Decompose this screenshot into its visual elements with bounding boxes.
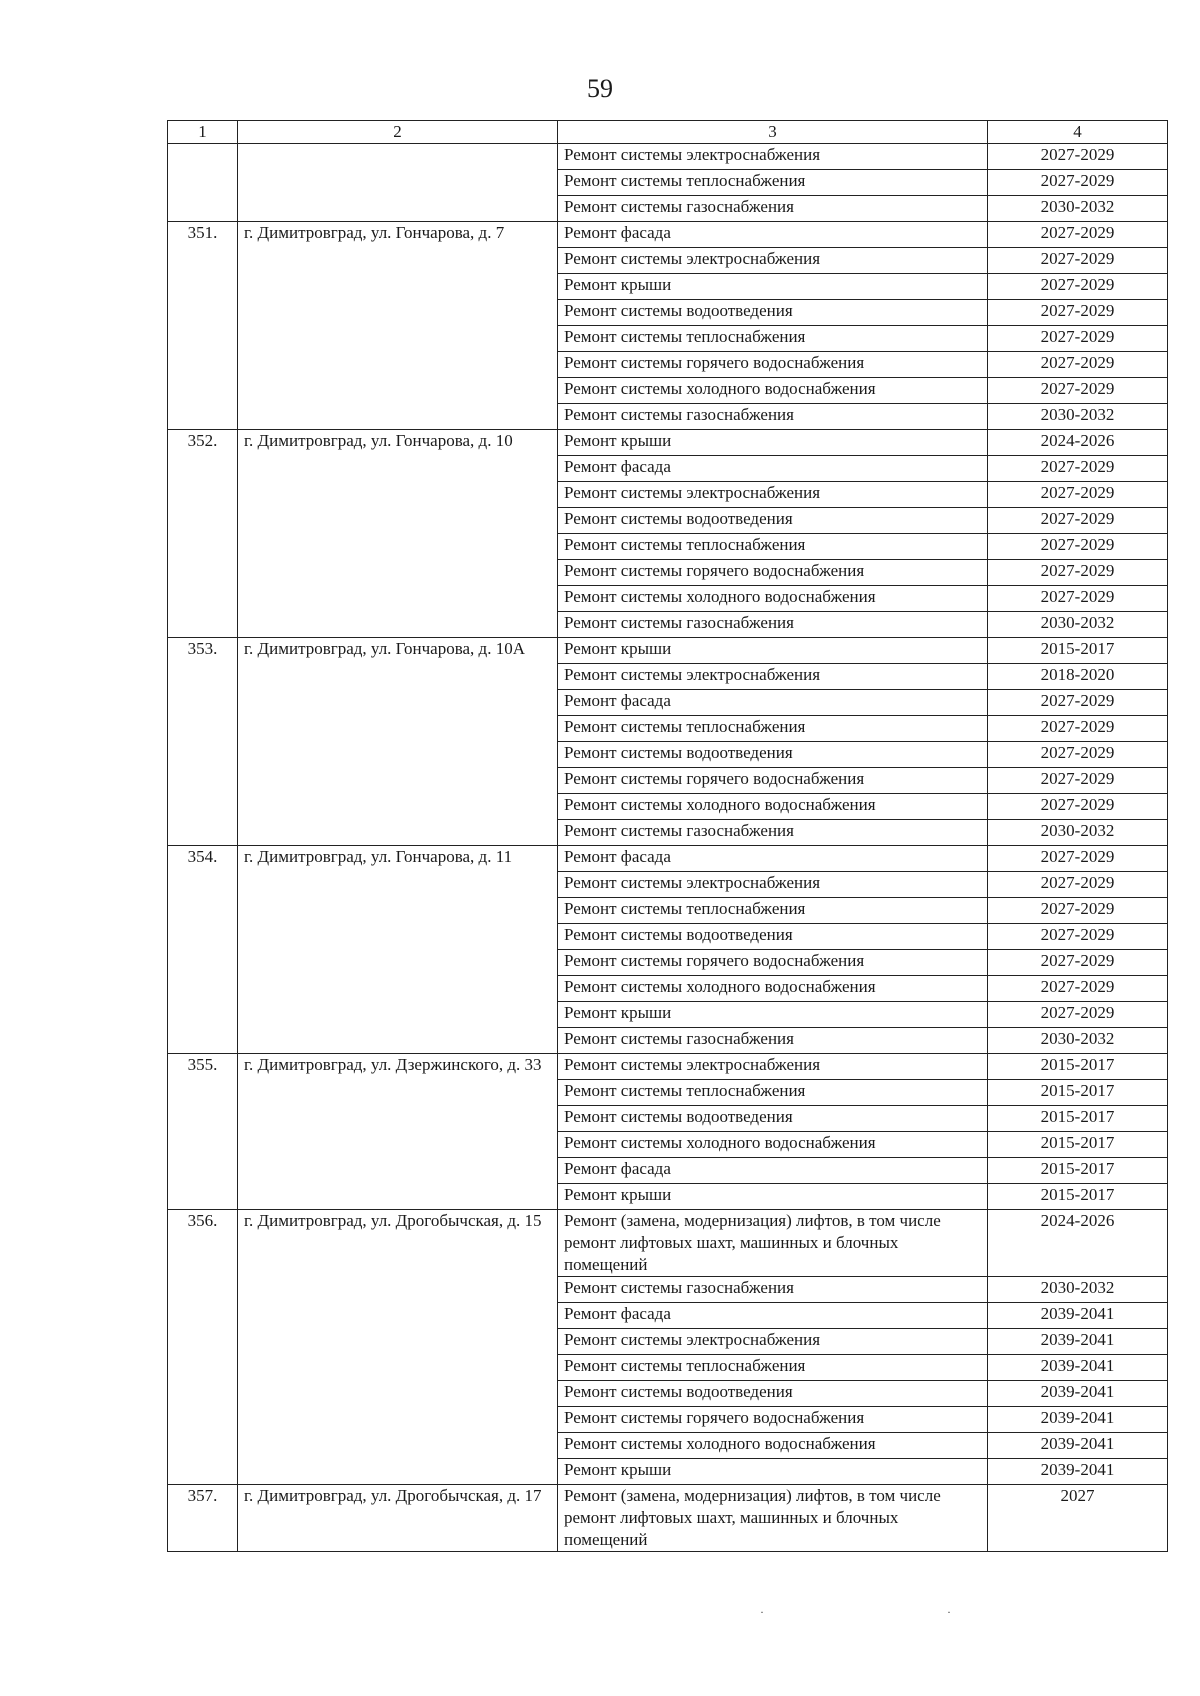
work-cell: Ремонт системы горячего водоснабжения bbox=[558, 1407, 988, 1433]
work-cell: Ремонт системы холодного водоснабжения bbox=[558, 1132, 988, 1158]
work-cell: Ремонт системы теплоснабжения bbox=[558, 716, 988, 742]
period-cell: 2018-2020 bbox=[988, 664, 1168, 690]
period-cell: 2027-2029 bbox=[988, 1002, 1168, 1028]
work-cell: Ремонт крыши bbox=[558, 1459, 988, 1485]
work-cell: Ремонт системы электроснабжения bbox=[558, 1329, 988, 1355]
address-cell: г. Димитровград, ул. Дрогобычская, д. 17 bbox=[238, 1485, 558, 1552]
work-cell: Ремонт системы теплоснабжения bbox=[558, 170, 988, 196]
period-cell: 2027-2029 bbox=[988, 222, 1168, 248]
work-cell: Ремонт системы электроснабжения bbox=[558, 144, 988, 170]
work-cell: Ремонт системы водоотведения bbox=[558, 1381, 988, 1407]
work-cell: Ремонт системы электроснабжения bbox=[558, 872, 988, 898]
work-cell: Ремонт системы горячего водоснабжения bbox=[558, 950, 988, 976]
table-row bbox=[168, 1054, 1168, 1080]
period-cell: 2027-2029 bbox=[988, 716, 1168, 742]
period-cell: 2027-2029 bbox=[988, 170, 1168, 196]
table-row bbox=[168, 1485, 1168, 1552]
period-cell: 2015-2017 bbox=[988, 1054, 1168, 1080]
work-cell: Ремонт системы теплоснабжения bbox=[558, 898, 988, 924]
work-cell: Ремонт крыши bbox=[558, 1184, 988, 1210]
period-cell: 2039-2041 bbox=[988, 1303, 1168, 1329]
work-cell: Ремонт крыши bbox=[558, 1002, 988, 1028]
period-cell: 2027-2029 bbox=[988, 560, 1168, 586]
work-cell: Ремонт системы водоотведения bbox=[558, 924, 988, 950]
work-cell: Ремонт крыши bbox=[558, 638, 988, 664]
work-cell: Ремонт крыши bbox=[558, 274, 988, 300]
item-number: 352. bbox=[168, 430, 238, 638]
period-cell: 2015-2017 bbox=[988, 1158, 1168, 1184]
period-cell: 2015-2017 bbox=[988, 638, 1168, 664]
work-cell: Ремонт системы газоснабжения bbox=[558, 1028, 988, 1054]
period-cell: 2015-2017 bbox=[988, 1080, 1168, 1106]
period-cell: 2027-2029 bbox=[988, 742, 1168, 768]
period-cell: 2027-2029 bbox=[988, 768, 1168, 794]
period-cell: 2039-2041 bbox=[988, 1355, 1168, 1381]
period-cell: 2039-2041 bbox=[988, 1329, 1168, 1355]
period-cell: 2030-2032 bbox=[988, 612, 1168, 638]
item-number: 353. bbox=[168, 638, 238, 846]
work-cell: Ремонт системы холодного водоснабжения bbox=[558, 586, 988, 612]
address-cell: г. Димитровград, ул. Дзержинского, д. 33 bbox=[238, 1054, 558, 1210]
work-cell: Ремонт фасада bbox=[558, 846, 988, 872]
period-cell: 2027-2029 bbox=[988, 586, 1168, 612]
work-cell: Ремонт системы горячего водоснабжения bbox=[558, 560, 988, 586]
scan-specks: · · bbox=[760, 1605, 1041, 1619]
address-cell: г. Димитровград, ул. Дрогобычская, д. 15 bbox=[238, 1210, 558, 1485]
header-col-3: 3 bbox=[558, 121, 988, 144]
period-cell: 2027-2029 bbox=[988, 924, 1168, 950]
period-cell: 2027-2029 bbox=[988, 690, 1168, 716]
period-cell: 2024-2026 bbox=[988, 1210, 1168, 1277]
address-cell: г. Димитровград, ул. Гончарова, д. 10А bbox=[238, 638, 558, 846]
work-cell: Ремонт системы теплоснабжения bbox=[558, 534, 988, 560]
work-cell: Ремонт фасада bbox=[558, 222, 988, 248]
period-cell: 2027-2029 bbox=[988, 846, 1168, 872]
period-cell: 2027-2029 bbox=[988, 482, 1168, 508]
work-cell: Ремонт (замена, модернизация) лифтов, в том числе ремонт лифтовых шахт, машинных и блочных помещений bbox=[558, 1485, 988, 1552]
work-cell: Ремонт системы теплоснабжения bbox=[558, 1080, 988, 1106]
period-cell: 2015-2017 bbox=[988, 1132, 1168, 1158]
work-cell: Ремонт фасада bbox=[558, 690, 988, 716]
work-cell: Ремонт системы электроснабжения bbox=[558, 248, 988, 274]
work-cell: Ремонт системы водоотведения bbox=[558, 742, 988, 768]
work-cell: Ремонт системы электроснабжения bbox=[558, 482, 988, 508]
work-cell: Ремонт системы холодного водоснабжения bbox=[558, 976, 988, 1002]
period-cell: 2027-2029 bbox=[988, 534, 1168, 560]
period-cell: 2027-2029 bbox=[988, 456, 1168, 482]
work-cell: Ремонт системы электроснабжения bbox=[558, 1054, 988, 1080]
period-cell: 2027-2029 bbox=[988, 872, 1168, 898]
item-number: 355. bbox=[168, 1054, 238, 1210]
work-cell: Ремонт фасада bbox=[558, 1303, 988, 1329]
work-cell: Ремонт фасада bbox=[558, 1158, 988, 1184]
period-cell: 2039-2041 bbox=[988, 1381, 1168, 1407]
address-cell: г. Димитровград, ул. Гончарова, д. 10 bbox=[238, 430, 558, 638]
period-cell: 2027-2029 bbox=[988, 326, 1168, 352]
table-row bbox=[168, 638, 1168, 664]
period-cell: 2030-2032 bbox=[988, 196, 1168, 222]
period-cell: 2039-2041 bbox=[988, 1407, 1168, 1433]
page-number: 59 bbox=[587, 74, 613, 103]
work-cell: Ремонт системы холодного водоснабжения bbox=[558, 378, 988, 404]
repair-schedule-table bbox=[167, 120, 1168, 1552]
item-number: 351. bbox=[168, 222, 238, 430]
period-cell: 2027-2029 bbox=[988, 300, 1168, 326]
work-cell: Ремонт системы электроснабжения bbox=[558, 664, 988, 690]
period-cell: 2024-2026 bbox=[988, 430, 1168, 456]
work-cell: Ремонт системы водоотведения bbox=[558, 1106, 988, 1132]
continuation-address-cell bbox=[238, 144, 558, 222]
work-cell: Ремонт системы теплоснабжения bbox=[558, 1355, 988, 1381]
address-cell: г. Димитровград, ул. Гончарова, д. 11 bbox=[238, 846, 558, 1054]
period-cell: 2027-2029 bbox=[988, 248, 1168, 274]
header-col-4: 4 bbox=[988, 121, 1168, 144]
period-cell: 2027-2029 bbox=[988, 274, 1168, 300]
work-cell: Ремонт системы горячего водоснабжения bbox=[558, 768, 988, 794]
work-cell: Ремонт системы горячего водоснабжения bbox=[558, 352, 988, 378]
period-cell: 2027-2029 bbox=[988, 794, 1168, 820]
period-cell: 2027 bbox=[988, 1485, 1168, 1552]
period-cell: 2015-2017 bbox=[988, 1184, 1168, 1210]
work-cell: Ремонт (замена, модернизация) лифтов, в том числе ремонт лифтовых шахт, машинных и блочных помещений bbox=[558, 1210, 988, 1277]
period-cell: 2027-2029 bbox=[988, 508, 1168, 534]
work-cell: Ремонт системы газоснабжения bbox=[558, 1277, 988, 1303]
period-cell: 2027-2029 bbox=[988, 950, 1168, 976]
period-cell: 2027-2029 bbox=[988, 352, 1168, 378]
table-row bbox=[168, 222, 1168, 248]
work-cell: Ремонт системы холодного водоснабжения bbox=[558, 794, 988, 820]
period-cell: 2030-2032 bbox=[988, 820, 1168, 846]
table-header-row bbox=[168, 121, 1168, 144]
work-cell: Ремонт системы газоснабжения bbox=[558, 612, 988, 638]
period-cell: 2027-2029 bbox=[988, 898, 1168, 924]
work-cell: Ремонт системы водоотведения bbox=[558, 300, 988, 326]
period-cell: 2030-2032 bbox=[988, 404, 1168, 430]
period-cell: 2027-2029 bbox=[988, 976, 1168, 1002]
work-cell: Ремонт крыши bbox=[558, 430, 988, 456]
period-cell: 2027-2029 bbox=[988, 144, 1168, 170]
period-cell: 2015-2017 bbox=[988, 1106, 1168, 1132]
work-cell: Ремонт системы газоснабжения bbox=[558, 196, 988, 222]
period-cell: 2039-2041 bbox=[988, 1433, 1168, 1459]
table-row bbox=[168, 1210, 1168, 1277]
address-cell: г. Димитровград, ул. Гончарова, д. 7 bbox=[238, 222, 558, 430]
work-cell: Ремонт системы водоотведения bbox=[558, 508, 988, 534]
period-cell: 2027-2029 bbox=[988, 378, 1168, 404]
table-row bbox=[168, 430, 1168, 456]
table-row bbox=[168, 846, 1168, 872]
work-cell: Ремонт системы теплоснабжения bbox=[558, 326, 988, 352]
work-cell: Ремонт системы газоснабжения bbox=[558, 820, 988, 846]
item-number: 357. bbox=[168, 1485, 238, 1552]
period-cell: 2030-2032 bbox=[988, 1028, 1168, 1054]
header-col-1: 1 bbox=[168, 121, 238, 144]
continuation-num-cell bbox=[168, 144, 238, 222]
item-number: 356. bbox=[168, 1210, 238, 1485]
work-cell: Ремонт системы холодного водоснабжения bbox=[558, 1433, 988, 1459]
period-cell: 2039-2041 bbox=[988, 1459, 1168, 1485]
item-number: 354. bbox=[168, 846, 238, 1054]
header-col-2: 2 bbox=[238, 121, 558, 144]
table-row bbox=[168, 144, 1168, 170]
work-cell: Ремонт фасада bbox=[558, 456, 988, 482]
work-cell: Ремонт системы газоснабжения bbox=[558, 404, 988, 430]
period-cell: 2030-2032 bbox=[988, 1277, 1168, 1303]
